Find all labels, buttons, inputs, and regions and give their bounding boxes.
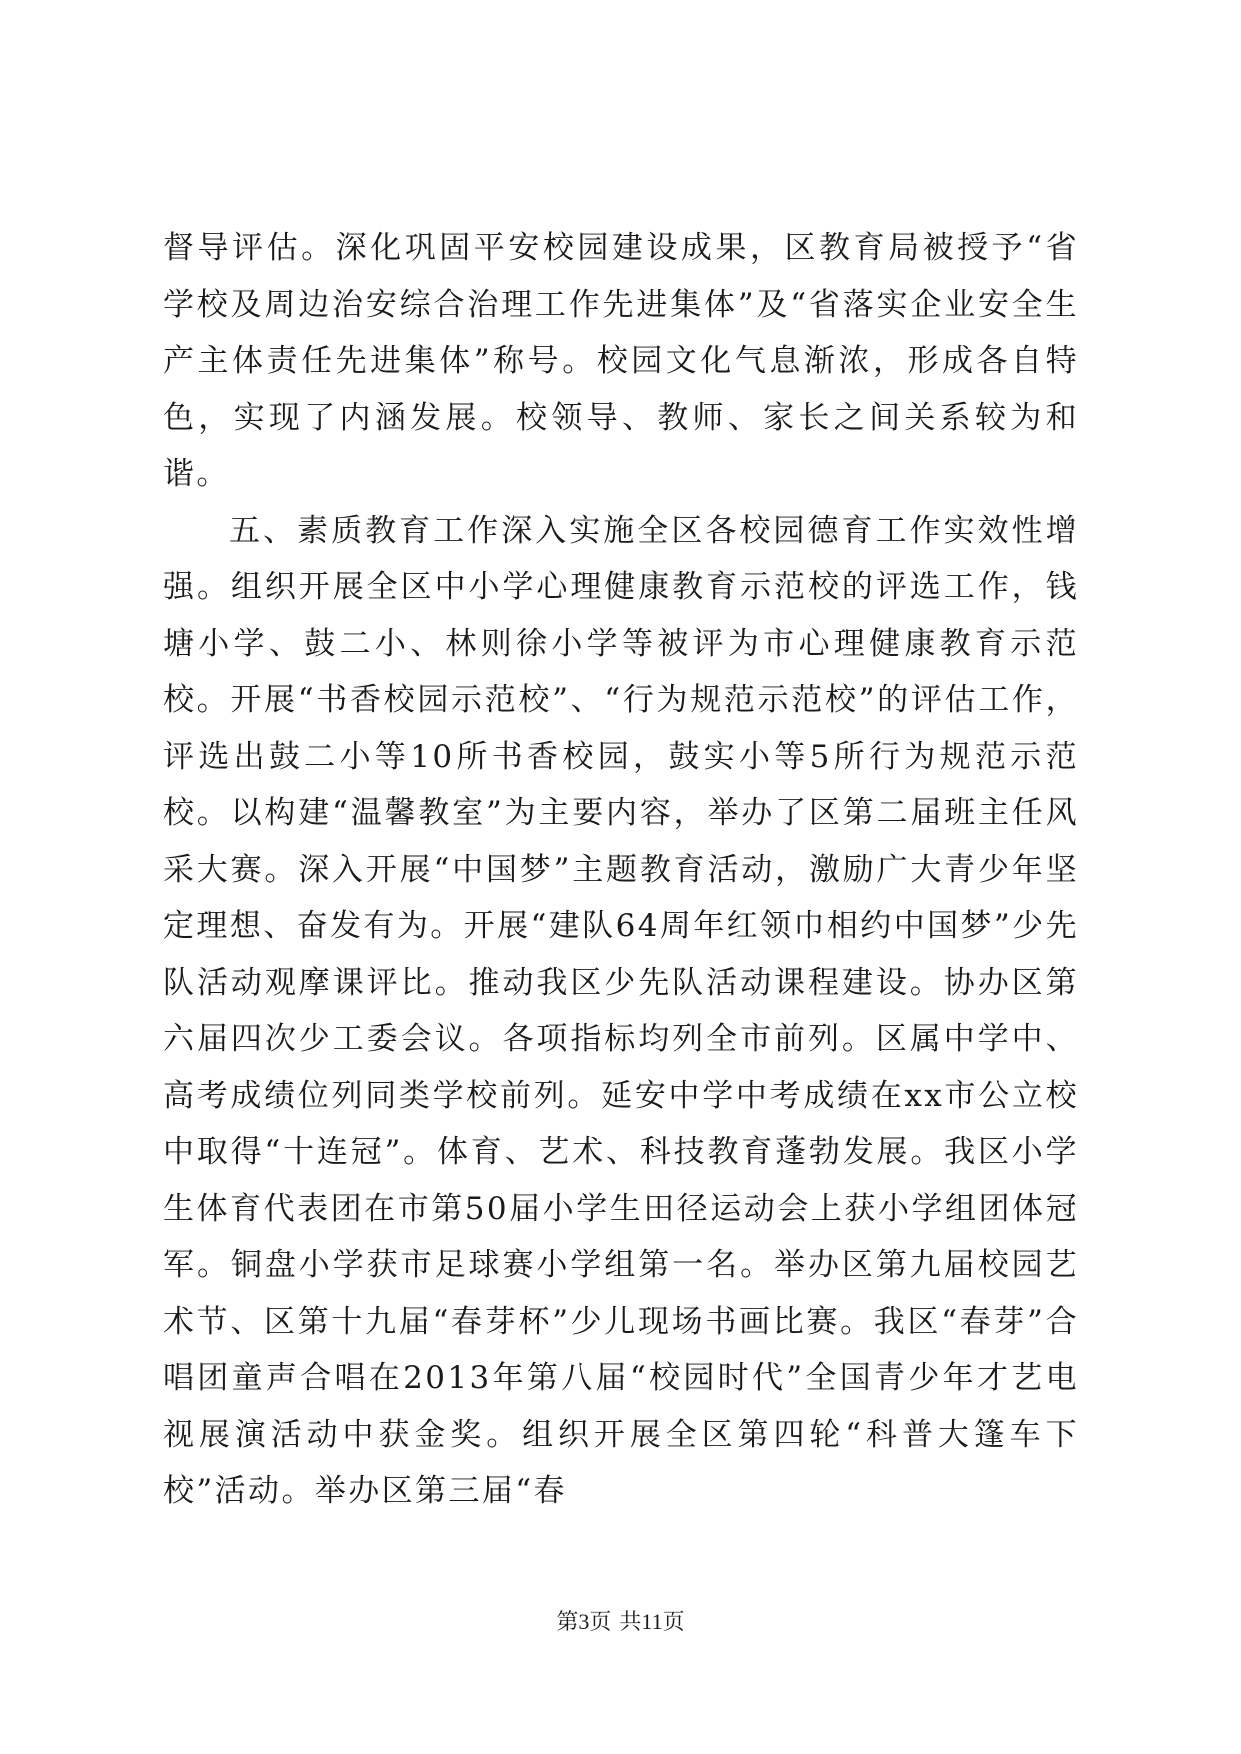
paragraph-section-five: 五、素质教育工作深入实施全区各校园德育工作实效性增强。组织开展全区中小学心理健康教育示范校的评选工作，钱塘小学、鼓二小、林则徐小学等被评为市心理健康教育示范校。开展“书香校园示范校”、“行为规范示范校”的评估工作，评选出鼓二小等10所书香校园，鼓实小等5所行为规范示范校。以构建“温馨教室”为主要内容，举办了区第二届班主任风采大赛。深入开展“中国梦”主题教育活动，激励广大青少年坚定理想、奋发有为。开展“建队64周年红领巾相约中国梦”少先队活动观摩课评比。推动我区少先队活动课程建设。协办区第六届四次少工委会议。各项指标均列全市前列。区属中学中、高考成绩位列同类学校前列。延安中学中考成绩在xx市公立校中取得“十连冠”。体育、艺术、科技教育蓬勃发展。我区小学生体育代表团在市第50届小学生田径运动会上获小学组团体冠军。铜盘小学获市足球赛小学组第一名。举办区第九届校园艺术节、区第十九届“春芽杯”少儿现场书画比赛。我区“春芽”合唱团童声合唱在2013年第八届“校园时代”全国青少年才艺电视展演活动中获金奖。组织开展全区第四轮“科普大篷车下校”活动。举办区第三届“春	[163, 512, 1079, 1509]
page-footer	[0, 1608, 1241, 1636]
page-number-current: 第3页	[556, 1609, 612, 1634]
body-text	[163, 220, 1079, 1520]
paragraph-continued: 督导评估。深化巩固平安校园建设成果，区教育局被授予“省学校及周边治安综合治理工作先进集体”及“省落实企业安全生产主体责任先进集体”称号。校园文化气息渐浓，形成各自特色，实现了内涵发展。校领导、教师、家长之间关系较为和谐。	[163, 230, 1079, 492]
page-number-total: 共11页	[619, 1609, 685, 1634]
